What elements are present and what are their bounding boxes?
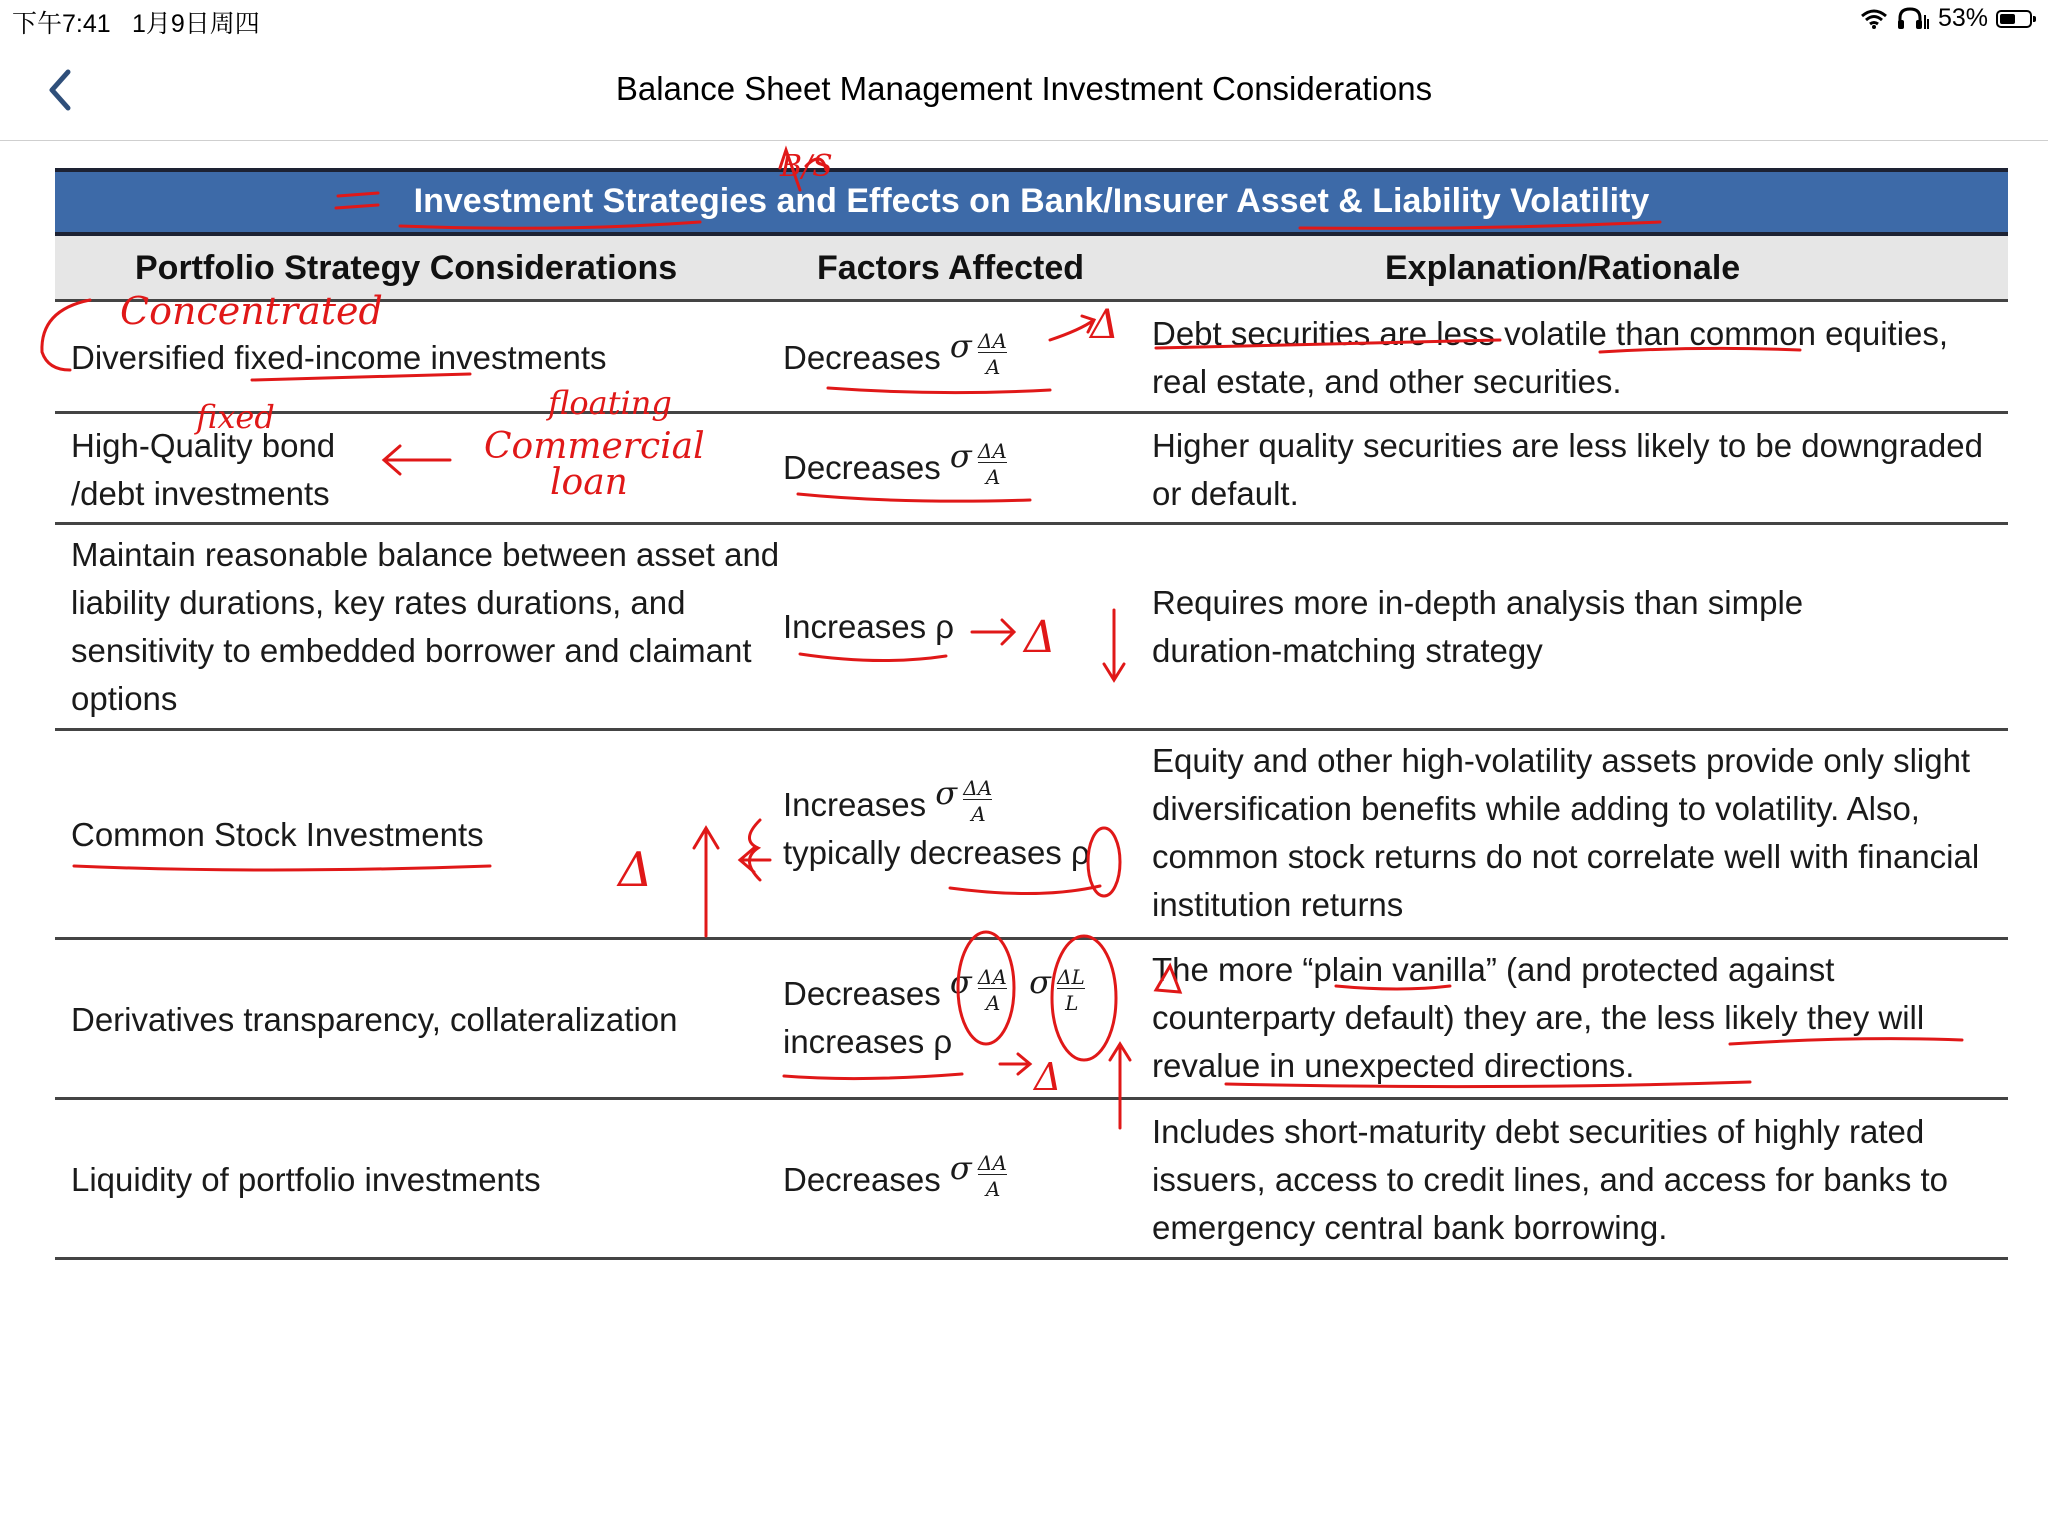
strategy-cell: Liquidity of portfolio investments bbox=[71, 1161, 541, 1198]
ink-note-commercial: Commercial bbox=[484, 426, 705, 467]
sigma-liability-symbol: σ ΔL L bbox=[1029, 963, 1085, 1016]
factor-cell bbox=[783, 327, 1163, 382]
header-explanation: Explanation/Rationale bbox=[1385, 249, 1741, 287]
factor-text: Decreases bbox=[783, 449, 941, 486]
status-time: 下午7:41 bbox=[12, 10, 111, 38]
strategy-line: High-Quality bond bbox=[71, 427, 336, 464]
battery-icon bbox=[1996, 10, 2032, 28]
factor-line bbox=[783, 774, 1163, 829]
strategy-cell: Maintain reasonable balance between asset and liability durations, key rates durations, and sensitivity to embedded borrower and claimant options bbox=[71, 536, 780, 717]
sigma-asset-symbol: σ ΔA A bbox=[935, 774, 993, 827]
strategy-line: /debt investments bbox=[71, 475, 330, 512]
ink-note-concentrated: Concentrated bbox=[120, 289, 383, 333]
sigma-asset-symbol: σ ΔA A bbox=[949, 1149, 1007, 1202]
strategy-cell: Common Stock Investments bbox=[71, 816, 484, 853]
table-row bbox=[55, 1100, 2008, 1260]
navigation-bar bbox=[0, 44, 2048, 141]
sigma-asset-symbol: σ ΔA A bbox=[949, 327, 1007, 380]
strategy-cell: Derivatives transparency, collateralization bbox=[71, 1001, 678, 1038]
factor-line: increases ρ bbox=[783, 1023, 953, 1060]
ink-delta: Δ bbox=[1090, 302, 1119, 348]
battery-tip bbox=[2033, 16, 2036, 22]
table-row bbox=[55, 414, 2008, 525]
status-bar bbox=[0, 0, 2048, 40]
factor-text: Decreases bbox=[783, 1161, 941, 1198]
battery-percent: 53% bbox=[1937, 4, 1988, 32]
header-factors: Factors Affected bbox=[817, 249, 1085, 287]
table-row bbox=[55, 525, 2008, 731]
header-strategy: Portfolio Strategy Considerations bbox=[135, 249, 678, 287]
table-row bbox=[55, 940, 2008, 1100]
ink-note-bs: B/S bbox=[780, 149, 833, 184]
factor-cell bbox=[783, 437, 1163, 492]
status-indicators bbox=[1860, 4, 2032, 33]
status-date: 1月9日周四 bbox=[132, 10, 260, 38]
slide-title: Investment Strategies and Effects on Bank/Insurer Asset & Liability Volatility bbox=[413, 182, 1650, 220]
explanation-cell: Equity and other high-volatility assets provide only slight diversification benefits while adding to volatility. Also, common stock returns do not correlate well with financial institution returns bbox=[1152, 742, 1980, 923]
ink-note-loan: loan bbox=[550, 462, 628, 503]
factor-line: typically decreases ρ bbox=[783, 834, 1090, 871]
ink-note-floating: floating bbox=[548, 384, 672, 422]
factor-cell bbox=[783, 1149, 1163, 1204]
factor-cell: Increases ρ bbox=[783, 608, 955, 645]
headphones-icon bbox=[1896, 7, 1930, 31]
ink-delta: Δ bbox=[1034, 1055, 1062, 1099]
explanation-cell: Requires more in-depth analysis than simple duration-matching strategy bbox=[1152, 584, 1804, 669]
ink-note-fixed: fixed bbox=[196, 398, 275, 436]
table-header-row bbox=[55, 236, 2008, 302]
sigma-asset-symbol: σ ΔA A bbox=[949, 963, 1007, 1016]
factor-line bbox=[783, 963, 1163, 1018]
explanation-cell: Debt securities are less volatile than common equities, real estate, and other securities. bbox=[1152, 315, 1949, 400]
table-row bbox=[55, 731, 2008, 940]
table-row bbox=[55, 302, 2008, 414]
page-title: Balance Sheet Management Investment Considerations bbox=[615, 70, 1433, 107]
factor-cell bbox=[783, 774, 1163, 877]
strategy-cell bbox=[71, 422, 791, 518]
ink-delta: Δ bbox=[1024, 612, 1056, 663]
slide bbox=[55, 168, 2008, 1258]
explanation-cell: Higher quality securities are less likely to be downgraded or default. bbox=[1152, 427, 1983, 512]
explanation-cell: Includes short-maturity debt securities of highly rated issuers, access to credit lines, and access for banks to emergency central bank borrowing. bbox=[1152, 1113, 1949, 1246]
wifi-icon bbox=[1860, 8, 1888, 30]
factor-cell bbox=[783, 963, 1163, 1066]
factor-text: Increases bbox=[783, 786, 927, 823]
strategy-cell: Diversified fixed-income investments bbox=[71, 339, 607, 376]
explanation-cell: The more “plain vanilla” (and protected against counterparty default) they are, the less likely they will revalue in unexpected directions. bbox=[1152, 951, 1925, 1084]
sigma-asset-symbol: σ ΔA A bbox=[949, 437, 1007, 490]
battery-level-fill bbox=[2000, 14, 2015, 24]
factor-text: Decreases bbox=[783, 339, 941, 376]
slide-title-band bbox=[55, 168, 2008, 236]
ink-delta: Δ bbox=[618, 842, 653, 898]
factor-text: Decreases bbox=[783, 975, 941, 1012]
